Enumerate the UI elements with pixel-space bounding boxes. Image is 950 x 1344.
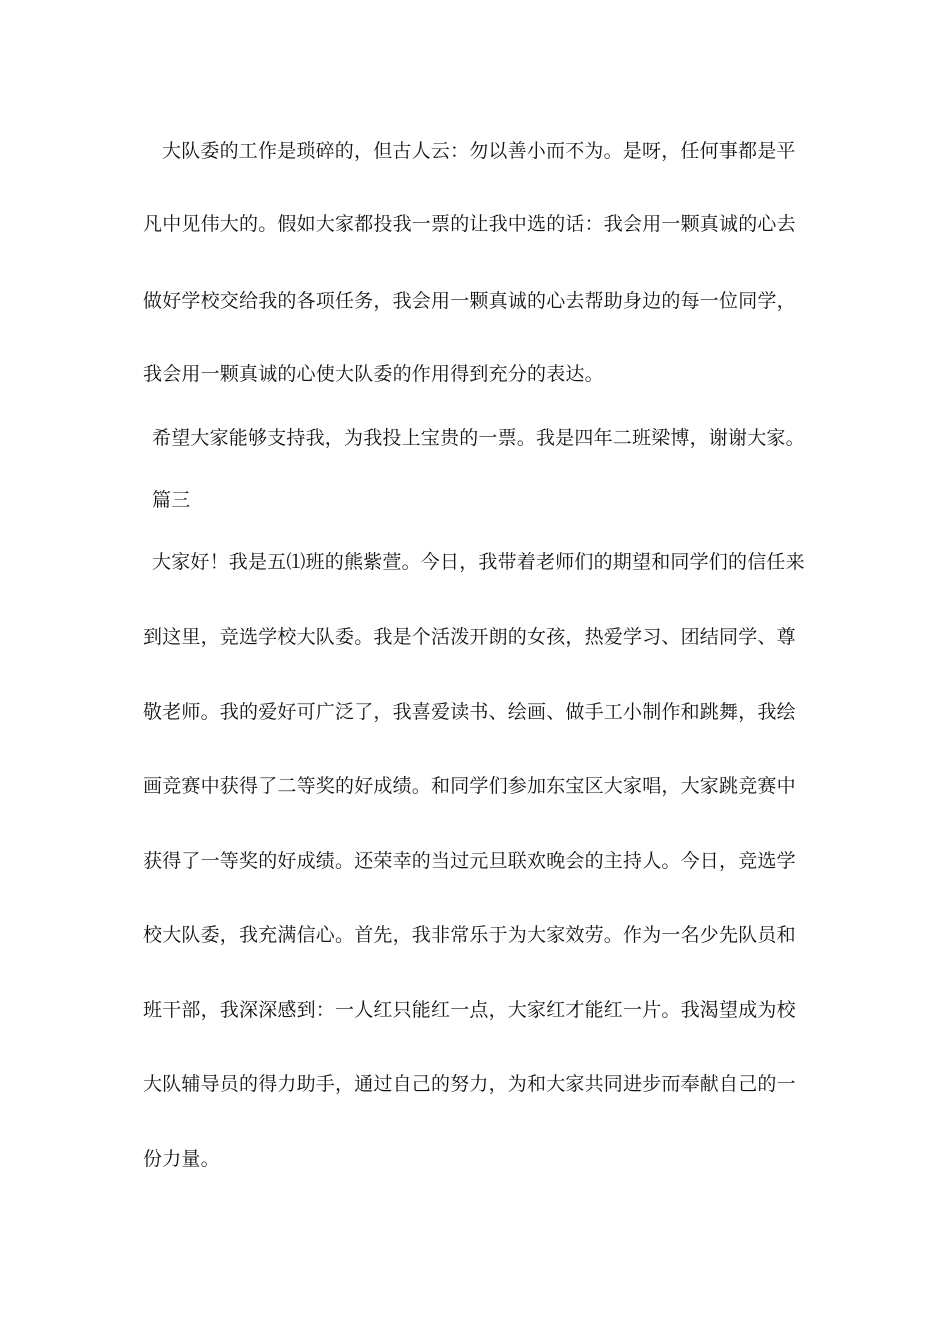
section-heading: 篇三 <box>152 489 191 511</box>
paragraph3-line: 敬老师。我的爱好可广泛了，我喜爱读书、绘画、做手工小制作和跳舞，我绘 <box>143 701 796 723</box>
paragraph3-line: 校大队委，我充满信心。首先，我非常乐于为大家效劳。作为一名少先队员和 <box>143 924 796 946</box>
paragraph3-line: 大家好！我是五⑴班的熊紫萱。今日，我带着老师们的期望和同学们的信任来 <box>152 551 805 573</box>
paragraph3-line: 到这里，竞选学校大队委。我是个活泼开朗的女孩，热爱学习、团结同学、尊 <box>143 626 796 648</box>
paragraph1-line: 大队委的工作是琐碎的，但古人云：勿以善小而不为。是呀，任何事都是平 <box>162 140 796 162</box>
paragraph3-line: 份力量。 <box>143 1148 220 1170</box>
paragraph1-line: 我会用一颗真诚的心使大队委的作用得到充分的表达。 <box>143 363 604 385</box>
paragraph1-line: 凡中见伟大的。假如大家都投我一票的让我中选的话：我会用一颗真诚的心去 <box>143 213 796 235</box>
paragraph3-line: 班干部，我深深感到：一人红只能红一点，大家红才能红一片。我渴望成为校 <box>143 999 796 1021</box>
paragraph3-line: 大队辅导员的得力助手，通过自己的努力，为和大家共同进步而奉献自己的一 <box>143 1073 796 1095</box>
paragraph3-line: 获得了一等奖的好成绩。还荣幸的当过元旦联欢晚会的主持人。今日，竞选学 <box>143 850 796 872</box>
paragraph2-line: 希望大家能够支持我，为我投上宝贵的一票。我是四年二班梁博，谢谢大家。 <box>152 427 805 449</box>
paragraph3-line: 画竞赛中获得了二等奖的好成绩。和同学们参加东宝区大家唱，大家跳竞赛中 <box>143 775 796 797</box>
paragraph1-line: 做好学校交给我的各项任务，我会用一颗真诚的心去帮助身边的每一位同学， <box>143 290 796 312</box>
